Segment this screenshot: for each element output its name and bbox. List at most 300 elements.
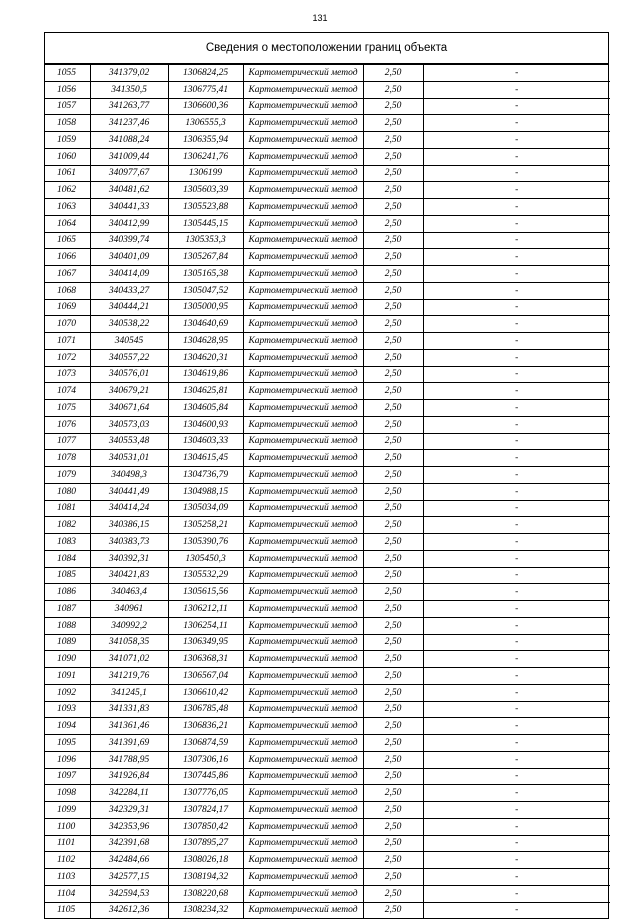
x-coordinate-cell: 342594,53 bbox=[90, 885, 168, 902]
table-row bbox=[45, 869, 610, 886]
method-cell: Картометрический метод bbox=[243, 634, 363, 651]
method-cell: Картометрический метод bbox=[243, 500, 363, 517]
method-cell: Картометрический метод bbox=[243, 249, 363, 266]
point-number-cell: 1056 bbox=[45, 81, 90, 98]
y-coordinate-cell: 1304628,95 bbox=[168, 333, 243, 350]
table-row bbox=[45, 500, 610, 517]
x-coordinate-cell: 341245,1 bbox=[90, 684, 168, 701]
method-cell: Картометрический метод bbox=[243, 852, 363, 869]
description-cell: - bbox=[423, 701, 610, 718]
point-number-cell: 1104 bbox=[45, 885, 90, 902]
point-number-cell: 1057 bbox=[45, 98, 90, 115]
y-coordinate-cell: 1306785,48 bbox=[168, 701, 243, 718]
table-row bbox=[45, 567, 610, 584]
method-cell: Картометрический метод bbox=[243, 182, 363, 199]
accuracy-cell: 2,50 bbox=[363, 818, 423, 835]
accuracy-cell: 2,50 bbox=[363, 785, 423, 802]
table-row bbox=[45, 416, 610, 433]
y-coordinate-cell: 1306254,11 bbox=[168, 617, 243, 634]
y-coordinate-cell: 1305390,76 bbox=[168, 534, 243, 551]
point-number-cell: 1058 bbox=[45, 115, 90, 132]
method-cell: Картометрический метод bbox=[243, 132, 363, 149]
point-number-cell: 1095 bbox=[45, 735, 90, 752]
x-coordinate-cell: 342612,36 bbox=[90, 902, 168, 918]
description-cell: - bbox=[423, 684, 610, 701]
x-coordinate-cell: 340557,22 bbox=[90, 349, 168, 366]
accuracy-cell: 2,50 bbox=[363, 651, 423, 668]
point-number-cell: 1072 bbox=[45, 349, 90, 366]
table-row bbox=[45, 249, 610, 266]
point-number-cell: 1092 bbox=[45, 684, 90, 701]
point-number-cell: 1087 bbox=[45, 601, 90, 618]
accuracy-cell: 2,50 bbox=[363, 852, 423, 869]
y-coordinate-cell: 1305445,15 bbox=[168, 215, 243, 232]
y-coordinate-cell: 1307895,27 bbox=[168, 835, 243, 852]
description-cell: - bbox=[423, 282, 610, 299]
accuracy-cell: 2,50 bbox=[363, 534, 423, 551]
point-number-cell: 1098 bbox=[45, 785, 90, 802]
y-coordinate-cell: 1304640,69 bbox=[168, 316, 243, 333]
y-coordinate-cell: 1304988,15 bbox=[168, 483, 243, 500]
description-cell: - bbox=[423, 400, 610, 417]
x-coordinate-cell: 341263,77 bbox=[90, 98, 168, 115]
table-row bbox=[45, 148, 610, 165]
description-cell: - bbox=[423, 349, 610, 366]
x-coordinate-cell: 340463,4 bbox=[90, 584, 168, 601]
table-row bbox=[45, 98, 610, 115]
point-number-cell: 1077 bbox=[45, 433, 90, 450]
method-cell: Картометрический метод bbox=[243, 232, 363, 249]
y-coordinate-cell: 1305047,52 bbox=[168, 282, 243, 299]
point-number-cell: 1089 bbox=[45, 634, 90, 651]
point-number-cell: 1088 bbox=[45, 617, 90, 634]
y-coordinate-cell: 1306199 bbox=[168, 165, 243, 182]
description-cell: - bbox=[423, 852, 610, 869]
table-row bbox=[45, 534, 610, 551]
x-coordinate-cell: 341788,95 bbox=[90, 751, 168, 768]
accuracy-cell: 2,50 bbox=[363, 383, 423, 400]
point-number-cell: 1059 bbox=[45, 132, 90, 149]
accuracy-cell: 2,50 bbox=[363, 768, 423, 785]
accuracy-cell: 2,50 bbox=[363, 333, 423, 350]
method-cell: Картометрический метод bbox=[243, 316, 363, 333]
description-cell: - bbox=[423, 735, 610, 752]
description-cell: - bbox=[423, 266, 610, 283]
accuracy-cell: 2,50 bbox=[363, 467, 423, 484]
point-number-cell: 1097 bbox=[45, 768, 90, 785]
accuracy-cell: 2,50 bbox=[363, 835, 423, 852]
x-coordinate-cell: 340414,24 bbox=[90, 500, 168, 517]
y-coordinate-cell: 1306824,25 bbox=[168, 65, 243, 81]
table-row bbox=[45, 802, 610, 819]
point-number-cell: 1099 bbox=[45, 802, 90, 819]
description-cell: - bbox=[423, 165, 610, 182]
description-cell: - bbox=[423, 567, 610, 584]
table-row bbox=[45, 232, 610, 249]
page-number: 131 bbox=[312, 13, 328, 23]
table-row bbox=[45, 835, 610, 852]
description-cell: - bbox=[423, 81, 610, 98]
method-cell: Картометрический метод bbox=[243, 701, 363, 718]
description-cell: - bbox=[423, 316, 610, 333]
y-coordinate-cell: 1305523,88 bbox=[168, 199, 243, 216]
y-coordinate-cell: 1305532,29 bbox=[168, 567, 243, 584]
accuracy-cell: 2,50 bbox=[363, 735, 423, 752]
table-row bbox=[45, 349, 610, 366]
method-cell: Картометрический метод bbox=[243, 735, 363, 752]
point-number-cell: 1103 bbox=[45, 869, 90, 886]
table-row bbox=[45, 81, 610, 98]
method-cell: Картометрический метод bbox=[243, 751, 363, 768]
description-cell: - bbox=[423, 182, 610, 199]
y-coordinate-cell: 1307824,17 bbox=[168, 802, 243, 819]
method-cell: Картометрический метод bbox=[243, 885, 363, 902]
point-number-cell: 1079 bbox=[45, 467, 90, 484]
point-number-cell: 1090 bbox=[45, 651, 90, 668]
method-cell: Картометрический метод bbox=[243, 517, 363, 534]
x-coordinate-cell: 340498,3 bbox=[90, 467, 168, 484]
method-cell: Картометрический метод bbox=[243, 400, 363, 417]
x-coordinate-cell: 342329,31 bbox=[90, 802, 168, 819]
point-number-cell: 1102 bbox=[45, 852, 90, 869]
accuracy-cell: 2,50 bbox=[363, 81, 423, 98]
x-coordinate-cell: 342391,68 bbox=[90, 835, 168, 852]
point-number-cell: 1062 bbox=[45, 182, 90, 199]
point-number-cell: 1082 bbox=[45, 517, 90, 534]
table-row bbox=[45, 165, 610, 182]
point-number-cell: 1080 bbox=[45, 483, 90, 500]
point-number-cell: 1085 bbox=[45, 567, 90, 584]
accuracy-cell: 2,50 bbox=[363, 450, 423, 467]
accuracy-cell: 2,50 bbox=[363, 902, 423, 918]
x-coordinate-cell: 340977,67 bbox=[90, 165, 168, 182]
x-coordinate-cell: 340433,27 bbox=[90, 282, 168, 299]
accuracy-cell: 2,50 bbox=[363, 517, 423, 534]
method-cell: Картометрический метод bbox=[243, 433, 363, 450]
method-cell: Картометрический метод bbox=[243, 550, 363, 567]
accuracy-cell: 2,50 bbox=[363, 282, 423, 299]
table-row bbox=[45, 333, 610, 350]
point-number-cell: 1076 bbox=[45, 416, 90, 433]
x-coordinate-cell: 341058,35 bbox=[90, 634, 168, 651]
x-coordinate-cell: 340531,01 bbox=[90, 450, 168, 467]
table-row bbox=[45, 735, 610, 752]
description-cell: - bbox=[423, 148, 610, 165]
method-cell: Картометрический метод bbox=[243, 65, 363, 81]
description-cell: - bbox=[423, 500, 610, 517]
point-number-cell: 1075 bbox=[45, 400, 90, 417]
x-coordinate-cell: 340553,48 bbox=[90, 433, 168, 450]
x-coordinate-cell: 340399,74 bbox=[90, 232, 168, 249]
description-cell: - bbox=[423, 132, 610, 149]
method-cell: Картометрический метод bbox=[243, 818, 363, 835]
x-coordinate-cell: 340392,31 bbox=[90, 550, 168, 567]
y-coordinate-cell: 1305165,38 bbox=[168, 266, 243, 283]
table-row bbox=[45, 366, 610, 383]
y-coordinate-cell: 1308220,68 bbox=[168, 885, 243, 902]
y-coordinate-cell: 1306600,36 bbox=[168, 98, 243, 115]
description-cell: - bbox=[423, 885, 610, 902]
point-number-cell: 1070 bbox=[45, 316, 90, 333]
method-cell: Картометрический метод bbox=[243, 416, 363, 433]
accuracy-cell: 2,50 bbox=[363, 802, 423, 819]
method-cell: Картометрический метод bbox=[243, 835, 363, 852]
method-cell: Картометрический метод bbox=[243, 668, 363, 685]
accuracy-cell: 2,50 bbox=[363, 751, 423, 768]
table-row bbox=[45, 584, 610, 601]
x-coordinate-cell: 340538,22 bbox=[90, 316, 168, 333]
x-coordinate-cell: 340421,83 bbox=[90, 567, 168, 584]
method-cell: Картометрический метод bbox=[243, 366, 363, 383]
accuracy-cell: 2,50 bbox=[363, 98, 423, 115]
y-coordinate-cell: 1306836,21 bbox=[168, 718, 243, 735]
method-cell: Картометрический метод bbox=[243, 684, 363, 701]
description-cell: - bbox=[423, 668, 610, 685]
accuracy-cell: 2,50 bbox=[363, 182, 423, 199]
point-number-cell: 1094 bbox=[45, 718, 90, 735]
description-cell: - bbox=[423, 601, 610, 618]
point-number-cell: 1065 bbox=[45, 232, 90, 249]
accuracy-cell: 2,50 bbox=[363, 550, 423, 567]
y-coordinate-cell: 1304620,31 bbox=[168, 349, 243, 366]
description-cell: - bbox=[423, 785, 610, 802]
description-cell: - bbox=[423, 199, 610, 216]
table-row bbox=[45, 517, 610, 534]
method-cell: Картометрический метод bbox=[243, 651, 363, 668]
y-coordinate-cell: 1308234,32 bbox=[168, 902, 243, 918]
x-coordinate-cell: 340444,21 bbox=[90, 299, 168, 316]
table-row bbox=[45, 299, 610, 316]
accuracy-cell: 2,50 bbox=[363, 416, 423, 433]
x-coordinate-cell: 341350,5 bbox=[90, 81, 168, 98]
table-row bbox=[45, 450, 610, 467]
table-row bbox=[45, 282, 610, 299]
description-cell: - bbox=[423, 617, 610, 634]
table-row bbox=[45, 383, 610, 400]
accuracy-cell: 2,50 bbox=[363, 483, 423, 500]
table-row bbox=[45, 199, 610, 216]
y-coordinate-cell: 1305603,39 bbox=[168, 182, 243, 199]
description-cell: - bbox=[423, 249, 610, 266]
y-coordinate-cell: 1306567,04 bbox=[168, 668, 243, 685]
x-coordinate-cell: 340481,62 bbox=[90, 182, 168, 199]
y-coordinate-cell: 1306241,76 bbox=[168, 148, 243, 165]
accuracy-cell: 2,50 bbox=[363, 601, 423, 618]
x-coordinate-cell: 342353,96 bbox=[90, 818, 168, 835]
x-coordinate-cell: 341237,46 bbox=[90, 115, 168, 132]
table-title: Сведения о местоположении границ объекта bbox=[45, 33, 608, 65]
accuracy-cell: 2,50 bbox=[363, 65, 423, 81]
accuracy-cell: 2,50 bbox=[363, 584, 423, 601]
method-cell: Картометрический метод bbox=[243, 567, 363, 584]
description-cell: - bbox=[423, 550, 610, 567]
method-cell: Картометрический метод bbox=[243, 115, 363, 132]
method-cell: Картометрический метод bbox=[243, 199, 363, 216]
description-cell: - bbox=[423, 584, 610, 601]
accuracy-cell: 2,50 bbox=[363, 249, 423, 266]
x-coordinate-cell: 341219,76 bbox=[90, 668, 168, 685]
point-number-cell: 1066 bbox=[45, 249, 90, 266]
table-row bbox=[45, 768, 610, 785]
point-number-cell: 1068 bbox=[45, 282, 90, 299]
table-row bbox=[45, 818, 610, 835]
x-coordinate-cell: 341361,46 bbox=[90, 718, 168, 735]
y-coordinate-cell: 1307445,86 bbox=[168, 768, 243, 785]
x-coordinate-cell: 341071,02 bbox=[90, 651, 168, 668]
description-cell: - bbox=[423, 818, 610, 835]
coordinates-table bbox=[45, 65, 610, 918]
point-number-cell: 1100 bbox=[45, 818, 90, 835]
accuracy-cell: 2,50 bbox=[363, 366, 423, 383]
y-coordinate-cell: 1305258,21 bbox=[168, 517, 243, 534]
accuracy-cell: 2,50 bbox=[363, 567, 423, 584]
description-cell: - bbox=[423, 634, 610, 651]
x-coordinate-cell: 341088,24 bbox=[90, 132, 168, 149]
y-coordinate-cell: 1305034,09 bbox=[168, 500, 243, 517]
accuracy-cell: 2,50 bbox=[363, 701, 423, 718]
x-coordinate-cell: 340576,01 bbox=[90, 366, 168, 383]
description-cell: - bbox=[423, 299, 610, 316]
table-row bbox=[45, 65, 610, 81]
x-coordinate-cell: 340573,03 bbox=[90, 416, 168, 433]
x-coordinate-cell: 341926,84 bbox=[90, 768, 168, 785]
description-cell: - bbox=[423, 651, 610, 668]
y-coordinate-cell: 1306874,59 bbox=[168, 735, 243, 752]
table-row bbox=[45, 400, 610, 417]
x-coordinate-cell: 341391,69 bbox=[90, 735, 168, 752]
accuracy-cell: 2,50 bbox=[363, 148, 423, 165]
accuracy-cell: 2,50 bbox=[363, 433, 423, 450]
accuracy-cell: 2,50 bbox=[363, 634, 423, 651]
table-row bbox=[45, 483, 610, 500]
table-row bbox=[45, 668, 610, 685]
y-coordinate-cell: 1307850,42 bbox=[168, 818, 243, 835]
description-cell: - bbox=[423, 483, 610, 500]
x-coordinate-cell: 340441,33 bbox=[90, 199, 168, 216]
description-cell: - bbox=[423, 768, 610, 785]
table-row bbox=[45, 132, 610, 149]
point-number-cell: 1063 bbox=[45, 199, 90, 216]
method-cell: Картометрический метод bbox=[243, 718, 363, 735]
y-coordinate-cell: 1304625,81 bbox=[168, 383, 243, 400]
y-coordinate-cell: 1305353,3 bbox=[168, 232, 243, 249]
description-cell: - bbox=[423, 232, 610, 249]
method-cell: Картометрический метод bbox=[243, 349, 363, 366]
point-number-cell: 1069 bbox=[45, 299, 90, 316]
point-number-cell: 1060 bbox=[45, 148, 90, 165]
method-cell: Картометрический метод bbox=[243, 584, 363, 601]
accuracy-cell: 2,50 bbox=[363, 199, 423, 216]
x-coordinate-cell: 340545 bbox=[90, 333, 168, 350]
y-coordinate-cell: 1304615,45 bbox=[168, 450, 243, 467]
y-coordinate-cell: 1306349,95 bbox=[168, 634, 243, 651]
accuracy-cell: 2,50 bbox=[363, 500, 423, 517]
point-number-cell: 1091 bbox=[45, 668, 90, 685]
method-cell: Картометрический метод bbox=[243, 148, 363, 165]
table-row bbox=[45, 182, 610, 199]
y-coordinate-cell: 1304605,84 bbox=[168, 400, 243, 417]
accuracy-cell: 2,50 bbox=[363, 668, 423, 685]
point-number-cell: 1093 bbox=[45, 701, 90, 718]
y-coordinate-cell: 1304619,86 bbox=[168, 366, 243, 383]
y-coordinate-cell: 1305615,56 bbox=[168, 584, 243, 601]
x-coordinate-cell: 340441,49 bbox=[90, 483, 168, 500]
method-cell: Картометрический метод bbox=[243, 81, 363, 98]
point-number-cell: 1084 bbox=[45, 550, 90, 567]
method-cell: Картометрический метод bbox=[243, 98, 363, 115]
description-cell: - bbox=[423, 450, 610, 467]
description-cell: - bbox=[423, 902, 610, 918]
method-cell: Картометрический метод bbox=[243, 299, 363, 316]
table-row bbox=[45, 634, 610, 651]
boundary-table bbox=[44, 32, 609, 919]
point-number-cell: 1083 bbox=[45, 534, 90, 551]
description-cell: - bbox=[423, 517, 610, 534]
x-coordinate-cell: 340401,09 bbox=[90, 249, 168, 266]
method-cell: Картометрический метод bbox=[243, 902, 363, 918]
y-coordinate-cell: 1304600,93 bbox=[168, 416, 243, 433]
accuracy-cell: 2,50 bbox=[363, 232, 423, 249]
table-row bbox=[45, 316, 610, 333]
x-coordinate-cell: 342284,11 bbox=[90, 785, 168, 802]
accuracy-cell: 2,50 bbox=[363, 165, 423, 182]
y-coordinate-cell: 1306555,3 bbox=[168, 115, 243, 132]
description-cell: - bbox=[423, 433, 610, 450]
x-coordinate-cell: 341009,44 bbox=[90, 148, 168, 165]
accuracy-cell: 2,50 bbox=[363, 299, 423, 316]
point-number-cell: 1105 bbox=[45, 902, 90, 918]
point-number-cell: 1071 bbox=[45, 333, 90, 350]
table-row bbox=[45, 785, 610, 802]
x-coordinate-cell: 340386,15 bbox=[90, 517, 168, 534]
table-row bbox=[45, 215, 610, 232]
table-row bbox=[45, 885, 610, 902]
x-coordinate-cell: 340679,21 bbox=[90, 383, 168, 400]
table-row bbox=[45, 433, 610, 450]
table-row bbox=[45, 266, 610, 283]
y-coordinate-cell: 1306212,11 bbox=[168, 601, 243, 618]
y-coordinate-cell: 1304603,33 bbox=[168, 433, 243, 450]
table-row bbox=[45, 651, 610, 668]
table-row bbox=[45, 550, 610, 567]
method-cell: Картометрический метод bbox=[243, 768, 363, 785]
method-cell: Картометрический метод bbox=[243, 534, 363, 551]
table-body bbox=[45, 65, 610, 918]
description-cell: - bbox=[423, 835, 610, 852]
method-cell: Картометрический метод bbox=[243, 467, 363, 484]
y-coordinate-cell: 1308194,32 bbox=[168, 869, 243, 886]
method-cell: Картометрический метод bbox=[243, 333, 363, 350]
table-row bbox=[45, 751, 610, 768]
description-cell: - bbox=[423, 718, 610, 735]
x-coordinate-cell: 340961 bbox=[90, 601, 168, 618]
description-cell: - bbox=[423, 65, 610, 81]
y-coordinate-cell: 1305267,84 bbox=[168, 249, 243, 266]
y-coordinate-cell: 1306610,42 bbox=[168, 684, 243, 701]
point-number-cell: 1086 bbox=[45, 584, 90, 601]
x-coordinate-cell: 340383,73 bbox=[90, 534, 168, 551]
method-cell: Картометрический метод bbox=[243, 869, 363, 886]
accuracy-cell: 2,50 bbox=[363, 316, 423, 333]
accuracy-cell: 2,50 bbox=[363, 617, 423, 634]
table-row bbox=[45, 601, 610, 618]
method-cell: Картометрический метод bbox=[243, 383, 363, 400]
description-cell: - bbox=[423, 115, 610, 132]
accuracy-cell: 2,50 bbox=[363, 684, 423, 701]
point-number-cell: 1074 bbox=[45, 383, 90, 400]
method-cell: Картометрический метод bbox=[243, 165, 363, 182]
table-row bbox=[45, 852, 610, 869]
